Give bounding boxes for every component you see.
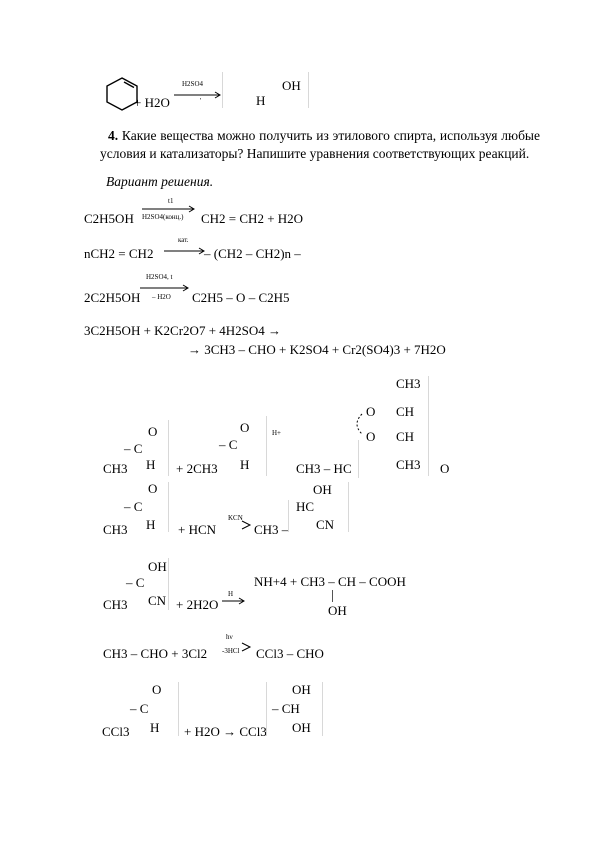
ring-o-1: O [366, 404, 376, 419]
reaction-arrow [240, 520, 254, 530]
eq1-left: C2H5OH [84, 211, 134, 226]
product-oh: OH [328, 603, 347, 618]
reactant-cn: CN [148, 593, 167, 608]
divider [266, 682, 267, 736]
aldehyde-c: – C [130, 701, 149, 716]
reaction-arrow [140, 284, 192, 292]
aldehyde2-o: O [240, 420, 250, 435]
reaction-arrow [142, 205, 198, 213]
eq3-left: 2C2H5OH [84, 290, 141, 305]
divider [168, 558, 169, 610]
aldehyde-o: O [148, 424, 158, 439]
kcn-catalyst: KCN [228, 514, 243, 522]
eq9-middle: + H2O → CCl3 [184, 724, 267, 739]
reactant-c: – C [126, 575, 145, 590]
reaction-arrow [174, 91, 224, 99]
eq1-below: H2SO4(конц.) [142, 213, 184, 221]
plus-2ch3: + 2CH3 [176, 461, 218, 476]
eq2-above: кат. [178, 236, 189, 244]
ring-ch3-bottom: CH3 [396, 457, 421, 472]
product-oh-top: OH [292, 682, 311, 697]
eq8-below: -3HCl [222, 647, 240, 655]
variant-heading: Вариант решения. [106, 174, 214, 189]
ch3-label: CH3 [103, 461, 128, 476]
ring-ch-1: CH [396, 404, 415, 419]
product-ch3: CH3 – [254, 522, 289, 537]
divider [178, 682, 179, 736]
divider [348, 482, 349, 532]
divider [168, 420, 169, 476]
plus-hcn: + HCN [178, 522, 217, 537]
question-text: Какие вещества можно получить из этилового спирта, используя любые условия и катализаторы? Напишите уравнения соответствующих реакций. [100, 128, 540, 161]
eq8-above: hν [226, 633, 233, 641]
ring-o-2: O [366, 429, 376, 444]
divider [168, 482, 169, 532]
product-ch3-hc: CH3 – HC [296, 461, 352, 476]
plus-water: + H2O [134, 95, 170, 110]
eq1-above: t1 [168, 197, 174, 205]
eq8-right: CCl3 – CHO [256, 646, 324, 661]
reactant-oh: OH [148, 559, 167, 574]
product-oh-bottom: OH [292, 720, 311, 735]
divider [266, 416, 267, 476]
reaction-arrow [240, 642, 252, 652]
ring-ch3-top: CH3 [396, 376, 421, 391]
question-4 [100, 127, 540, 163]
product-ch: – CH [272, 701, 300, 716]
tick-mark: ' [200, 97, 202, 105]
divider [288, 500, 289, 532]
eq3-right: C2H5 – O – C2H5 [192, 290, 290, 305]
eq3-above: H2SO4, t [146, 273, 173, 281]
aldehyde2-c: – C [219, 437, 238, 452]
aldehyde-h: H [146, 457, 156, 472]
ring-ch-2: CH [396, 429, 415, 444]
product-oh: OH [282, 78, 301, 93]
product-chain: NH+4 + CH3 – CH – COOH [254, 574, 406, 589]
product-h: H [256, 93, 266, 108]
divider [222, 72, 223, 108]
bond-line [332, 590, 333, 602]
ch3-label: CH3 [103, 597, 128, 612]
plus-2h2o: + 2H2O [176, 597, 219, 612]
eq3-below: – H2O [152, 293, 171, 301]
eq8-left: CH3 – CHO + 3Cl2 [103, 646, 208, 661]
eq2-left: nCH2 = CH2 [84, 246, 154, 261]
product-hc: HC [296, 499, 315, 514]
divider [322, 682, 323, 736]
h-plus-catalyst: H+ [272, 429, 282, 437]
product-oh: OH [313, 482, 332, 497]
aldehyde-h: H [146, 517, 156, 532]
aldehyde-h: H [150, 720, 160, 735]
reaction-arrow [222, 597, 248, 605]
h-catalyst: H [228, 590, 234, 598]
aldehyde-o: O [148, 481, 158, 496]
reaction-arrow [164, 247, 208, 255]
reagent-h2so4: H2SO4 [182, 80, 204, 88]
eq4-line1: 3C2H5OH + K2Cr2O7 + 4H2SO4 → [84, 323, 282, 338]
divider [358, 440, 359, 478]
divider [308, 72, 309, 108]
eq4-line2: → 3CH3 – CHO + K2SO4 + Cr2(SO4)3 + 7H2O [188, 342, 446, 357]
ch3-label: CH3 [103, 522, 128, 537]
aldehyde-o: O [152, 682, 162, 697]
ring-o-right: O [440, 461, 450, 476]
eq2-right: – (CH2 – CH2)n – [204, 246, 301, 261]
ccl3-label: CCl3 [102, 724, 130, 739]
aldehyde2-h: H [240, 457, 250, 472]
question-number: 4. [108, 128, 119, 143]
aldehyde-c: – C [124, 441, 143, 456]
divider [428, 376, 429, 476]
eq1-right: CH2 = CH2 + H2O [201, 211, 304, 226]
aldehyde-c: – C [124, 499, 143, 514]
ring-bond-icon [350, 412, 364, 436]
product-cn: CN [316, 517, 335, 532]
